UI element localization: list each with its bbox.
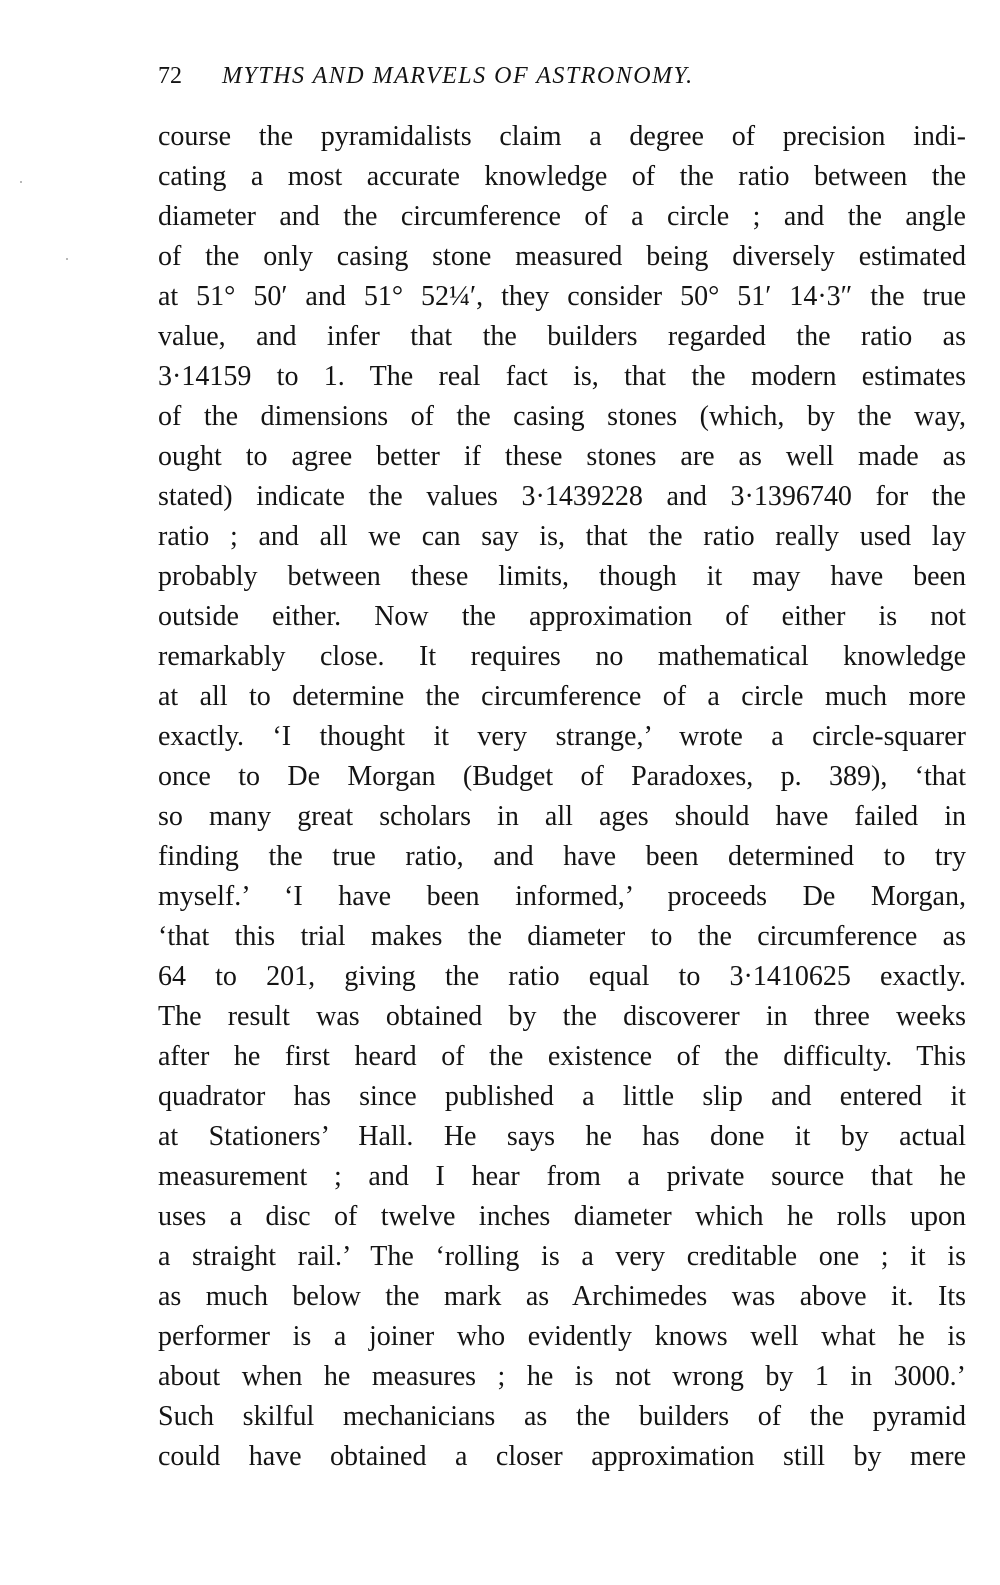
text-line: at 51° 50′ and 51° 52¼′, they consider 50° 51′ 14·3″ the true xyxy=(158,281,966,312)
text-line: outside either. Now the approximation of either is not xyxy=(158,601,966,632)
text-line: finding the true ratio, and have been determined to try xyxy=(158,841,966,872)
text-line: probably between these limits, though it may have been xyxy=(158,561,966,592)
text-line: at Stationers’ Hall. He says he has done it by actual xyxy=(158,1121,966,1152)
margin-speck xyxy=(20,181,22,183)
text-line: could have obtained a closer approximation still by mere xyxy=(158,1441,966,1472)
running-title: MYTHS AND MARVELS OF ASTRONOMY. xyxy=(222,63,694,89)
text-line: quadrator has since published a little slip and entered it xyxy=(158,1081,966,1112)
text-line: about when he measures ; he is not wrong by 1 in 3000.’ xyxy=(158,1361,966,1392)
text-line: Such skilful mechanicians as the builders of the pyramid xyxy=(158,1401,966,1432)
text-line: ‘that this trial makes the diameter to the circumference as xyxy=(158,921,966,952)
text-line: so many great scholars in all ages should have failed in xyxy=(158,801,966,832)
text-line: stated) indicate the values 3·1439228 and 3·1396740 for the xyxy=(158,481,966,512)
text-line: of the only casing stone measured being diversely estimated xyxy=(158,241,966,272)
text-line: ought to agree better if these stones are as well made as xyxy=(158,441,966,472)
text-line: 64 to 201, giving the ratio equal to 3·1410625 exactly. xyxy=(158,961,966,992)
text-line: exactly. ‘I thought it very strange,’ wrote a circle-squarer xyxy=(158,721,966,752)
running-head xyxy=(158,56,958,96)
text-line: remarkably close. It requires no mathematical knowledge xyxy=(158,641,966,672)
body-text xyxy=(158,117,966,1477)
text-line: ratio ; and all we can say is, that the ratio really used lay xyxy=(158,521,966,552)
margin-speck xyxy=(66,258,68,260)
text-line: measurement ; and I hear from a private source that he xyxy=(158,1161,966,1192)
text-line: myself.’ ‘I have been informed,’ proceeds De Morgan, xyxy=(158,881,966,912)
text-line: course the pyramidalists claim a degree of precision indi- xyxy=(158,121,966,152)
text-line: once to De Morgan (Budget of Paradoxes, p. 389), ‘that xyxy=(158,761,966,792)
page-number: 72 xyxy=(158,63,182,89)
text-line: at all to determine the circumference of a circle much more xyxy=(158,681,966,712)
text-line: of the dimensions of the casing stones (which, by the way, xyxy=(158,401,966,432)
text-line: The result was obtained by the discoverer in three weeks xyxy=(158,1001,966,1032)
text-line: as much below the mark as Archimedes was above it. Its xyxy=(158,1281,966,1312)
text-line: performer is a joiner who evidently knows well what he is xyxy=(158,1321,966,1352)
text-line: after he first heard of the existence of the difficulty. This xyxy=(158,1041,966,1072)
text-line: uses a disc of twelve inches diameter which he rolls upon xyxy=(158,1201,966,1232)
text-line: diameter and the circumference of a circle ; and the angle xyxy=(158,201,966,232)
text-line: value, and infer that the builders regarded the ratio as xyxy=(158,321,966,352)
text-line: 3·14159 to 1. The real fact is, that the modern estimates xyxy=(158,361,966,392)
text-line: cating a most accurate knowledge of the ratio between the xyxy=(158,161,966,192)
text-line: a straight rail.’ The ‘rolling is a very creditable one ; it is xyxy=(158,1241,966,1272)
